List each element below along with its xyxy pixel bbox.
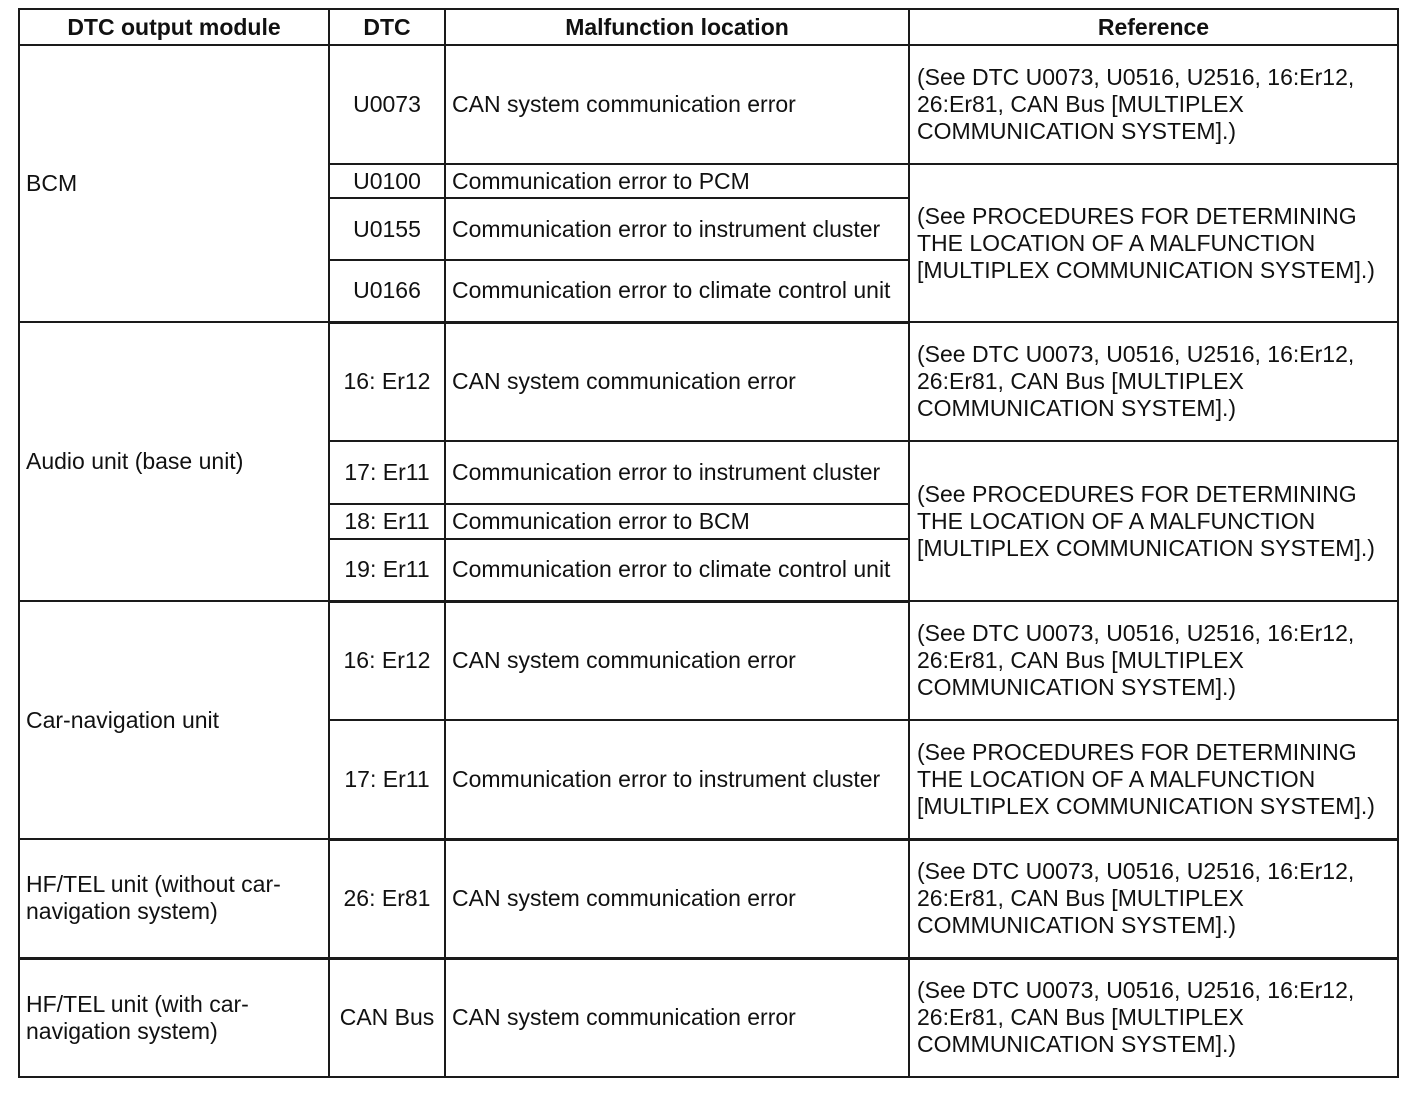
malfunction-location: CAN system communication error [445, 601, 909, 720]
malfunction-location: Communication error to climate control unit [445, 539, 909, 601]
malfunction-location: Communication error to instrument cluster [445, 720, 909, 839]
reference-cell: (See PROCEDURES FOR DETERMINING THE LOCATION OF A MALFUNCTION [MULTIPLEX COMMUNICATION SYSTEM].) [909, 164, 1398, 322]
module-cell: HF/TEL unit (with car-navigation system) [19, 958, 329, 1077]
reference-cell: (See PROCEDURES FOR DETERMINING THE LOCATION OF A MALFUNCTION [MULTIPLEX COMMUNICATION SYSTEM].) [909, 720, 1398, 839]
malfunction-location: CAN system communication error [445, 958, 909, 1077]
reference-cell: (See DTC U0073, U0516, U2516, 16:Er12, 26:Er81, CAN Bus [MULTIPLEX COMMUNICATION SYSTEM].) [909, 601, 1398, 720]
reference-cell: (See DTC U0073, U0516, U2516, 16:Er12, 26:Er81, CAN Bus [MULTIPLEX COMMUNICATION SYSTEM].) [909, 958, 1398, 1077]
module-cell: Car-navigation unit [19, 601, 329, 839]
dtc-code: U0155 [329, 198, 445, 260]
dtc-table [18, 8, 1399, 1078]
reference-cell: (See DTC U0073, U0516, U2516, 16:Er12, 26:Er81, CAN Bus [MULTIPLEX COMMUNICATION SYSTEM].) [909, 45, 1398, 164]
module-cell: BCM [19, 45, 329, 322]
malfunction-location: Communication error to instrument cluster [445, 198, 909, 260]
dtc-code: 17: Er11 [329, 720, 445, 839]
dtc-code: 26: Er81 [329, 839, 445, 958]
header-location: Malfunction location [445, 9, 909, 45]
table-row [19, 839, 1398, 958]
dtc-code: 19: Er11 [329, 539, 445, 601]
dtc-code: U0166 [329, 260, 445, 322]
header-reference: Reference [909, 9, 1398, 45]
dtc-code: CAN Bus [329, 958, 445, 1077]
malfunction-location: Communication error to climate control unit [445, 260, 909, 322]
header-row [19, 9, 1398, 45]
dtc-code: 18: Er11 [329, 504, 445, 539]
dtc-code: 16: Er12 [329, 322, 445, 441]
malfunction-location: Communication error to PCM [445, 164, 909, 198]
header-module: DTC output module [19, 9, 329, 45]
table-row [19, 958, 1398, 1077]
reference-cell: (See DTC U0073, U0516, U2516, 16:Er12, 26:Er81, CAN Bus [MULTIPLEX COMMUNICATION SYSTEM].) [909, 322, 1398, 441]
module-cell: Audio unit (base unit) [19, 322, 329, 601]
reference-cell: (See DTC U0073, U0516, U2516, 16:Er12, 26:Er81, CAN Bus [MULTIPLEX COMMUNICATION SYSTEM].) [909, 839, 1398, 958]
dtc-code: U0100 [329, 164, 445, 198]
table-row [19, 601, 1398, 720]
module-cell: HF/TEL unit (without car-navigation system) [19, 839, 329, 958]
dtc-code: 16: Er12 [329, 601, 445, 720]
reference-cell: (See PROCEDURES FOR DETERMINING THE LOCATION OF A MALFUNCTION [MULTIPLEX COMMUNICATION SYSTEM].) [909, 441, 1398, 601]
malfunction-location: CAN system communication error [445, 839, 909, 958]
header-dtc: DTC [329, 9, 445, 45]
malfunction-location: Communication error to instrument cluster [445, 441, 909, 504]
malfunction-location: CAN system communication error [445, 322, 909, 441]
malfunction-location: CAN system communication error [445, 45, 909, 164]
table-row [19, 322, 1398, 441]
table-row [19, 45, 1398, 164]
malfunction-location: Communication error to BCM [445, 504, 909, 539]
dtc-code: 17: Er11 [329, 441, 445, 504]
dtc-code: U0073 [329, 45, 445, 164]
